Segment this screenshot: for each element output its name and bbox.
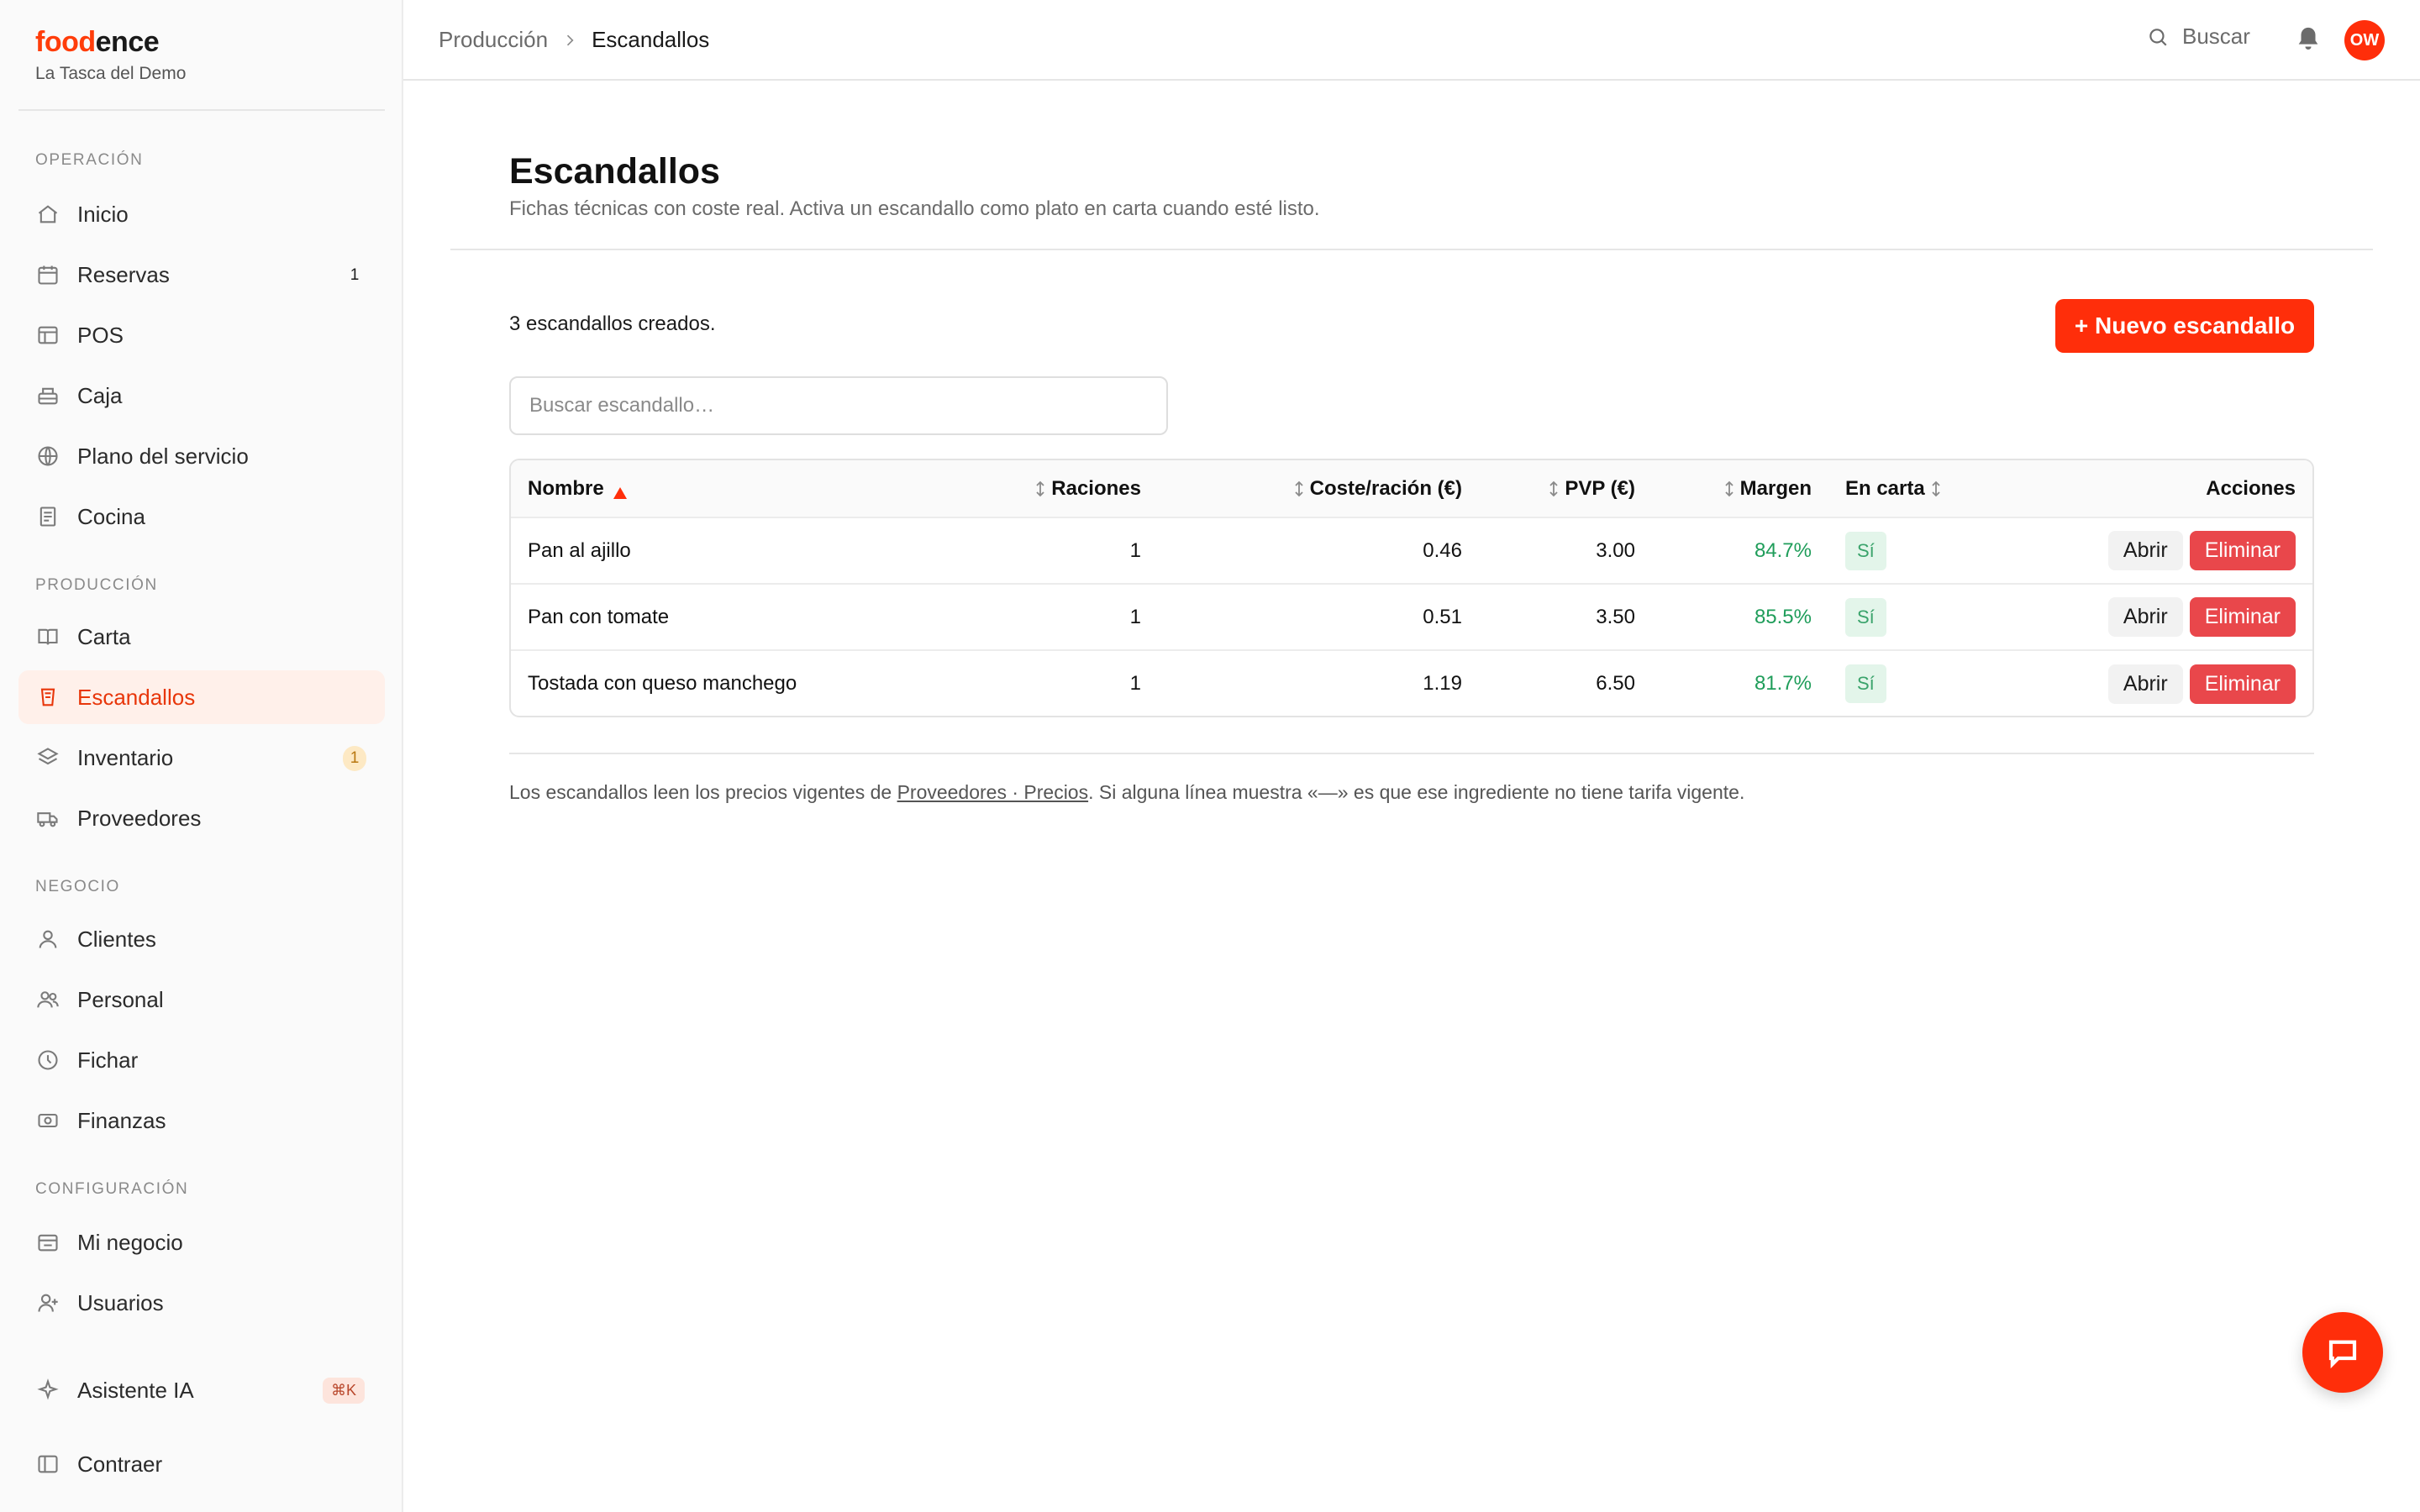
cell-margin: 85.5%: [1754, 605, 1812, 628]
avatar[interactable]: OW: [2344, 20, 2385, 60]
col-en-carta[interactable]: En carta: [1828, 460, 1996, 517]
sidebar-item-reservas[interactable]: Reservas 1: [18, 248, 385, 302]
sidebar-item-proveedores[interactable]: Proveedores: [18, 791, 385, 845]
cell-portions: 1: [1129, 538, 1141, 562]
table-row: [511, 584, 2312, 650]
on-menu-badge: Sí: [1845, 532, 1886, 570]
escandallos-table: [509, 459, 2314, 717]
sidebar-item-pos[interactable]: POS: [18, 308, 385, 362]
sidebar-item-caja[interactable]: Caja: [18, 369, 385, 423]
cell-margin: 84.7%: [1754, 538, 1812, 562]
proveedores-precios-link[interactable]: Proveedores · Precios: [897, 781, 1089, 803]
page-title: Escandallos: [509, 151, 720, 192]
section-title-configuracion: CONFIGURACIÓN: [35, 1180, 189, 1198]
cell-name: Pan con tomate: [528, 605, 670, 628]
section-title-operacion: OPERACIÓN: [35, 151, 144, 169]
calendar-icon: [35, 262, 60, 287]
truck-icon: [35, 806, 60, 831]
open-button[interactable]: Abrir: [2108, 664, 2183, 704]
col-margen[interactable]: Margen: [1652, 460, 1828, 517]
table-row: [511, 650, 2312, 717]
cell-cost: 1.19: [1423, 672, 1462, 695]
cell-portions: 1: [1129, 672, 1141, 695]
search-icon: [2147, 26, 2169, 48]
search-input[interactable]: [509, 376, 1168, 435]
cell-price: 3.00: [1596, 538, 1635, 562]
on-menu-badge: Sí: [1845, 598, 1886, 637]
chat-icon: [2325, 1335, 2360, 1370]
pos-icon: [35, 323, 60, 348]
sidebar-item-escandallos[interactable]: Escandallos: [18, 670, 385, 724]
cell-portions: 1: [1129, 605, 1141, 628]
col-acciones: Acciones: [2206, 476, 2296, 500]
brand[interactable]: [35, 25, 186, 84]
divider: [509, 753, 2314, 754]
sort-icon: [1293, 480, 1305, 498]
chevron-right-icon: [561, 32, 578, 49]
sort-icon: [1548, 480, 1560, 498]
table-row: [511, 517, 2312, 584]
shortcut-badge: ⌘K: [323, 1378, 365, 1404]
sort-icon: [1723, 480, 1735, 498]
col-coste[interactable]: Coste/ración (€): [1158, 460, 1479, 517]
new-escandallo-button[interactable]: + Nuevo escandallo: [2055, 299, 2314, 353]
cell-cost: 0.51: [1423, 605, 1462, 628]
home-icon: [35, 202, 60, 227]
divider: [18, 109, 385, 111]
table-header-row: [511, 460, 2312, 517]
sidebar: [0, 0, 403, 1512]
book-icon: [35, 624, 60, 649]
cell-margin: 81.7%: [1754, 672, 1812, 695]
sidebar-item-usuarios[interactable]: Usuarios: [18, 1276, 385, 1330]
cup-icon: [35, 685, 60, 710]
delete-button[interactable]: Eliminar: [2190, 531, 2296, 570]
delete-button[interactable]: Eliminar: [2190, 597, 2296, 637]
on-menu-badge: Sí: [1845, 664, 1886, 703]
col-pvp[interactable]: PVP (€): [1479, 460, 1652, 517]
col-nombre[interactable]: Nombre: [511, 460, 948, 517]
topbar: [403, 0, 2420, 81]
sidebar-item-finanzas[interactable]: Finanzas: [18, 1094, 385, 1147]
open-button[interactable]: Abrir: [2108, 531, 2183, 570]
footnote: Los escandallos leen los precios vigentes de Proveedores · Precios. Si alguna línea muestra «—» es que ese ingrediente no tiene tarifa vigente.: [509, 781, 1745, 803]
layers-icon: [35, 745, 60, 770]
logo: foodence: [35, 26, 160, 58]
collapse-sidebar-button[interactable]: Contraer: [18, 1437, 385, 1491]
cash-register-icon: [35, 383, 60, 408]
assistant-button[interactable]: Asistente IA ⌘K: [18, 1363, 385, 1417]
breadcrumb-produccion[interactable]: Producción: [439, 27, 549, 52]
inventario-badge: 1: [343, 746, 366, 771]
bell-icon[interactable]: [2294, 25, 2323, 54]
receipt-icon: [35, 504, 60, 529]
chat-button[interactable]: [2302, 1312, 2383, 1393]
cell-name: Tostada con queso manchego: [528, 672, 797, 695]
sidebar-item-plano[interactable]: Plano del servicio: [18, 429, 385, 483]
breadcrumb: [439, 27, 709, 53]
clock-icon: [35, 1047, 60, 1073]
users-icon: [35, 987, 60, 1012]
user-icon: [35, 927, 60, 952]
page-subtitle: Fichas técnicas con coste real. Activa un escandallo como plato en carta cuando esté listo.: [509, 197, 1320, 220]
cell-cost: 0.46: [1423, 538, 1462, 562]
sparkle-icon: [35, 1378, 60, 1403]
sidebar-icon: [35, 1452, 60, 1477]
tenant-name: La Tasca del Demo: [35, 64, 187, 83]
globe-icon: [35, 444, 60, 469]
section-title-produccion: PRODUCCIÓN: [35, 576, 158, 594]
store-icon: [35, 1230, 60, 1255]
sidebar-item-fichar[interactable]: Fichar: [18, 1033, 385, 1087]
delete-button[interactable]: Eliminar: [2190, 664, 2296, 704]
open-button[interactable]: Abrir: [2108, 597, 2183, 637]
divider: [450, 249, 2373, 250]
reservas-badge: 1: [350, 266, 360, 284]
global-search-button[interactable]: Buscar: [2147, 24, 2250, 50]
sidebar-item-carta[interactable]: Carta: [18, 610, 385, 664]
sort-asc-icon: [613, 482, 628, 496]
user-plus-icon: [35, 1290, 60, 1315]
sidebar-item-clientes[interactable]: Clientes: [18, 912, 385, 966]
sidebar-item-inventario[interactable]: Inventario 1: [18, 731, 385, 785]
cell-price: 3.50: [1596, 605, 1635, 628]
sort-icon: [1034, 480, 1046, 498]
cell-price: 6.50: [1596, 672, 1635, 695]
section-title-negocio: NEGOCIO: [35, 878, 120, 895]
record-count: 3 escandallos creados.: [509, 312, 716, 335]
sidebar-item-mi-negocio[interactable]: Mi negocio: [18, 1215, 385, 1269]
col-raciones[interactable]: Raciones: [948, 460, 1158, 517]
sidebar-item-cocina[interactable]: Cocina: [18, 490, 385, 543]
sidebar-item-personal[interactable]: Personal: [18, 973, 385, 1026]
sort-icon: [1930, 480, 1942, 498]
breadcrumb-escandallos: Escandallos: [592, 27, 710, 52]
sidebar-item-inicio[interactable]: Inicio: [18, 187, 385, 241]
money-icon: [35, 1108, 60, 1133]
cell-name: Pan al ajillo: [528, 538, 631, 562]
